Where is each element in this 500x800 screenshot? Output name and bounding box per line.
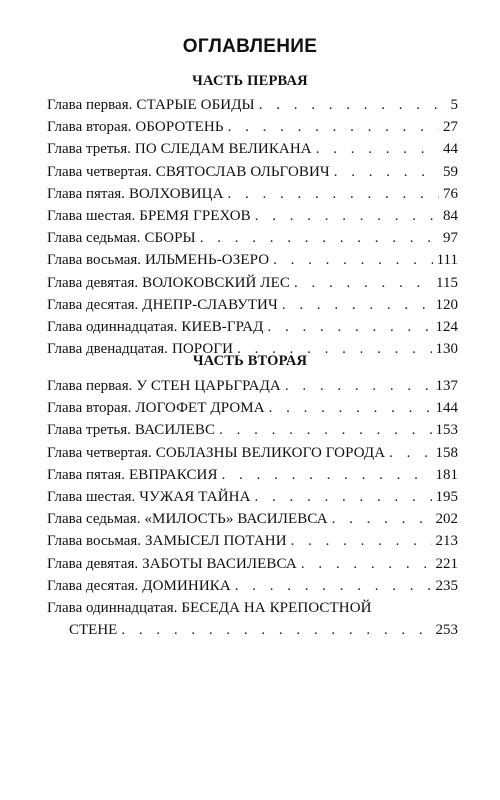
chapter-title: ЧУЖАЯ ТАЙНА bbox=[139, 488, 251, 505]
chapter-number: Глава десятая. bbox=[47, 296, 139, 313]
chapter-title: ЗАБОТЫ ВАСИЛЕВСА bbox=[142, 555, 297, 572]
chapter-number: Глава одиннадцатая. bbox=[47, 599, 178, 616]
dot-leader bbox=[200, 227, 439, 249]
toc-entry[interactable] bbox=[47, 419, 458, 441]
toc-list-part-1 bbox=[47, 94, 458, 360]
page-number: 27 bbox=[443, 119, 458, 136]
toc-entry[interactable] bbox=[47, 183, 458, 205]
page-number: 144 bbox=[435, 400, 458, 417]
dot-leader bbox=[332, 508, 432, 530]
toc-entry[interactable] bbox=[47, 508, 458, 530]
page-number: 213 bbox=[435, 533, 458, 550]
dot-leader bbox=[228, 183, 439, 205]
toc-entry[interactable] bbox=[47, 316, 458, 338]
page-number: 130 bbox=[435, 341, 458, 358]
dot-leader bbox=[291, 530, 432, 552]
dot-leader bbox=[316, 138, 439, 160]
chapter-number: Глава вторая. bbox=[47, 119, 132, 136]
chapter-number: Глава пятая. bbox=[47, 185, 125, 202]
chapter-title: СВЯТОСЛАВ ОЛЬГОВИЧ bbox=[155, 163, 330, 180]
toc-entry[interactable] bbox=[47, 227, 458, 249]
chapter-title: ЛОГОФЕТ ДРОМА bbox=[135, 400, 265, 417]
page-number: 153 bbox=[435, 422, 458, 439]
chapter-number: Глава первая. bbox=[47, 378, 133, 394]
chapter-title: СБОРЫ bbox=[144, 230, 196, 247]
part-title-1: ЧАСТЬ ПЕРВАЯ bbox=[192, 73, 308, 89]
toc-entry[interactable] bbox=[47, 294, 458, 316]
chapter-number: Глава девятая. bbox=[47, 555, 139, 572]
chapter-number: Глава шестая. bbox=[47, 207, 136, 224]
dot-leader bbox=[301, 553, 432, 575]
page-number: 76 bbox=[443, 185, 458, 202]
chapter-number: Глава двенадцатая. bbox=[47, 341, 168, 358]
chapter-number: Глава вторая. bbox=[47, 400, 132, 417]
chapter-number: Глава одиннадцатая. bbox=[47, 318, 178, 335]
dot-leader bbox=[255, 486, 432, 508]
chapter-title: ЗАМЫСЕЛ ПОТАНИ bbox=[145, 533, 287, 550]
dot-leader bbox=[389, 442, 431, 464]
page-number: 5 bbox=[450, 97, 458, 113]
page-number: 181 bbox=[435, 466, 458, 483]
dot-leader bbox=[222, 464, 432, 486]
page-number: 44 bbox=[443, 141, 458, 158]
toc-entry[interactable] bbox=[47, 486, 458, 508]
chapter-title: ИЛЬМЕНЬ-ОЗЕРО bbox=[145, 252, 270, 269]
toc-entry[interactable] bbox=[47, 553, 458, 575]
chapter-number: Глава пятая. bbox=[47, 466, 125, 483]
chapter-number: Глава четвертая. bbox=[47, 444, 152, 461]
toc-entry[interactable] bbox=[47, 138, 458, 160]
toc-entry[interactable] bbox=[47, 575, 458, 597]
page-number: 124 bbox=[435, 318, 458, 335]
chapter-number: Глава первая. bbox=[47, 97, 133, 113]
chapter-number: Глава девятая. bbox=[47, 274, 139, 291]
page-number: 235 bbox=[435, 577, 458, 594]
dot-leader bbox=[285, 375, 432, 397]
dot-leader bbox=[273, 249, 432, 271]
toc-entry[interactable] bbox=[47, 161, 458, 183]
chapter-title-continuation: СТЕНЕ bbox=[69, 622, 118, 639]
chapter-title: «МИЛОСТЬ» ВАСИЛЕВСА bbox=[144, 511, 328, 528]
dot-leader bbox=[282, 294, 432, 316]
chapter-title: БРЕМЯ ГРЕХОВ bbox=[139, 207, 251, 224]
chapter-number: Глава четвертая. bbox=[47, 163, 152, 180]
chapter-number: Глава третья. bbox=[47, 141, 131, 158]
toc-entry-continuation[interactable] bbox=[47, 619, 458, 641]
chapter-number: Глава шестая. bbox=[47, 488, 136, 505]
toc-entry[interactable] bbox=[47, 375, 458, 397]
toc-entry[interactable] bbox=[47, 205, 458, 227]
chapter-title: ДОМИНИКА bbox=[142, 577, 231, 594]
chapter-number: Глава десятая. bbox=[47, 577, 139, 594]
chapter-title: ДНЕПР-СЛАВУТИЧ bbox=[142, 296, 278, 313]
toc-entry[interactable] bbox=[47, 94, 458, 116]
chapter-number: Глава седьмая. bbox=[47, 230, 141, 247]
page-number: 158 bbox=[435, 444, 458, 461]
dot-leader bbox=[121, 619, 431, 641]
chapter-title: БЕСЕДА НА КРЕПОСТНОЙ bbox=[181, 599, 372, 616]
chapter-number: Глава восьмая. bbox=[47, 252, 142, 269]
chapter-title: СТАРЫЕ ОБИДЫ bbox=[136, 97, 255, 113]
chapter-number: Глава третья. bbox=[47, 422, 131, 439]
chapter-title: У СТЕН ЦАРЬГРАДА bbox=[136, 378, 281, 394]
page-number: 111 bbox=[436, 252, 458, 269]
chapter-title: СОБЛАЗНЫ ВЕЛИКОГО ГОРОДА bbox=[155, 444, 386, 461]
page-number: 59 bbox=[443, 163, 458, 180]
page-title: ОГЛАВЛЕНИЕ bbox=[182, 36, 318, 57]
page-number: 97 bbox=[443, 230, 458, 247]
dot-leader bbox=[334, 161, 439, 183]
page-number: 221 bbox=[435, 555, 458, 572]
dot-leader bbox=[228, 116, 439, 138]
toc-entry[interactable] bbox=[47, 249, 458, 271]
toc-entry[interactable] bbox=[47, 397, 458, 419]
page-number: 115 bbox=[436, 274, 458, 291]
chapter-title: КИЕВ-ГРАД bbox=[181, 318, 264, 335]
page-number: 195 bbox=[435, 488, 458, 505]
chapter-title: ПОРОГИ bbox=[171, 341, 234, 358]
dot-leader bbox=[267, 316, 431, 338]
dot-leader bbox=[219, 419, 431, 441]
toc-entry[interactable] bbox=[47, 272, 458, 294]
toc-entry[interactable] bbox=[47, 597, 458, 619]
dot-leader bbox=[255, 205, 439, 227]
toc-entry[interactable] bbox=[47, 464, 458, 486]
page-number: 84 bbox=[443, 207, 458, 224]
toc-entry[interactable] bbox=[47, 116, 458, 138]
chapter-title: ВАСИЛЕВС bbox=[134, 422, 216, 439]
chapter-title: ЕВПРАКСИЯ bbox=[128, 466, 218, 483]
chapter-title: ОБОРОТЕНЬ bbox=[135, 119, 224, 136]
chapter-title: ВОЛОКОВСКИЙ ЛЕС bbox=[142, 274, 290, 291]
toc-entry[interactable] bbox=[47, 530, 458, 552]
toc-entry[interactable] bbox=[47, 442, 458, 464]
page-number: 120 bbox=[435, 296, 458, 313]
page-number: 202 bbox=[435, 511, 458, 528]
dot-leader bbox=[235, 575, 432, 597]
chapter-number: Глава восьмая. bbox=[47, 533, 142, 550]
chapter-title: ПО СЛЕДАМ ВЕЛИКАНА bbox=[134, 141, 312, 158]
page-number: 137 bbox=[435, 378, 458, 394]
dot-leader bbox=[259, 94, 447, 116]
dot-leader bbox=[294, 272, 432, 294]
dot-leader bbox=[269, 397, 432, 419]
page-number: 253 bbox=[435, 622, 458, 639]
part-title-2: ЧАСТЬ ВТОРАЯ bbox=[192, 353, 308, 369]
chapter-title: ВОЛХОВИЦА bbox=[128, 185, 224, 202]
toc-list-part-2 bbox=[47, 375, 458, 641]
chapter-number: Глава седьмая. bbox=[47, 511, 141, 528]
